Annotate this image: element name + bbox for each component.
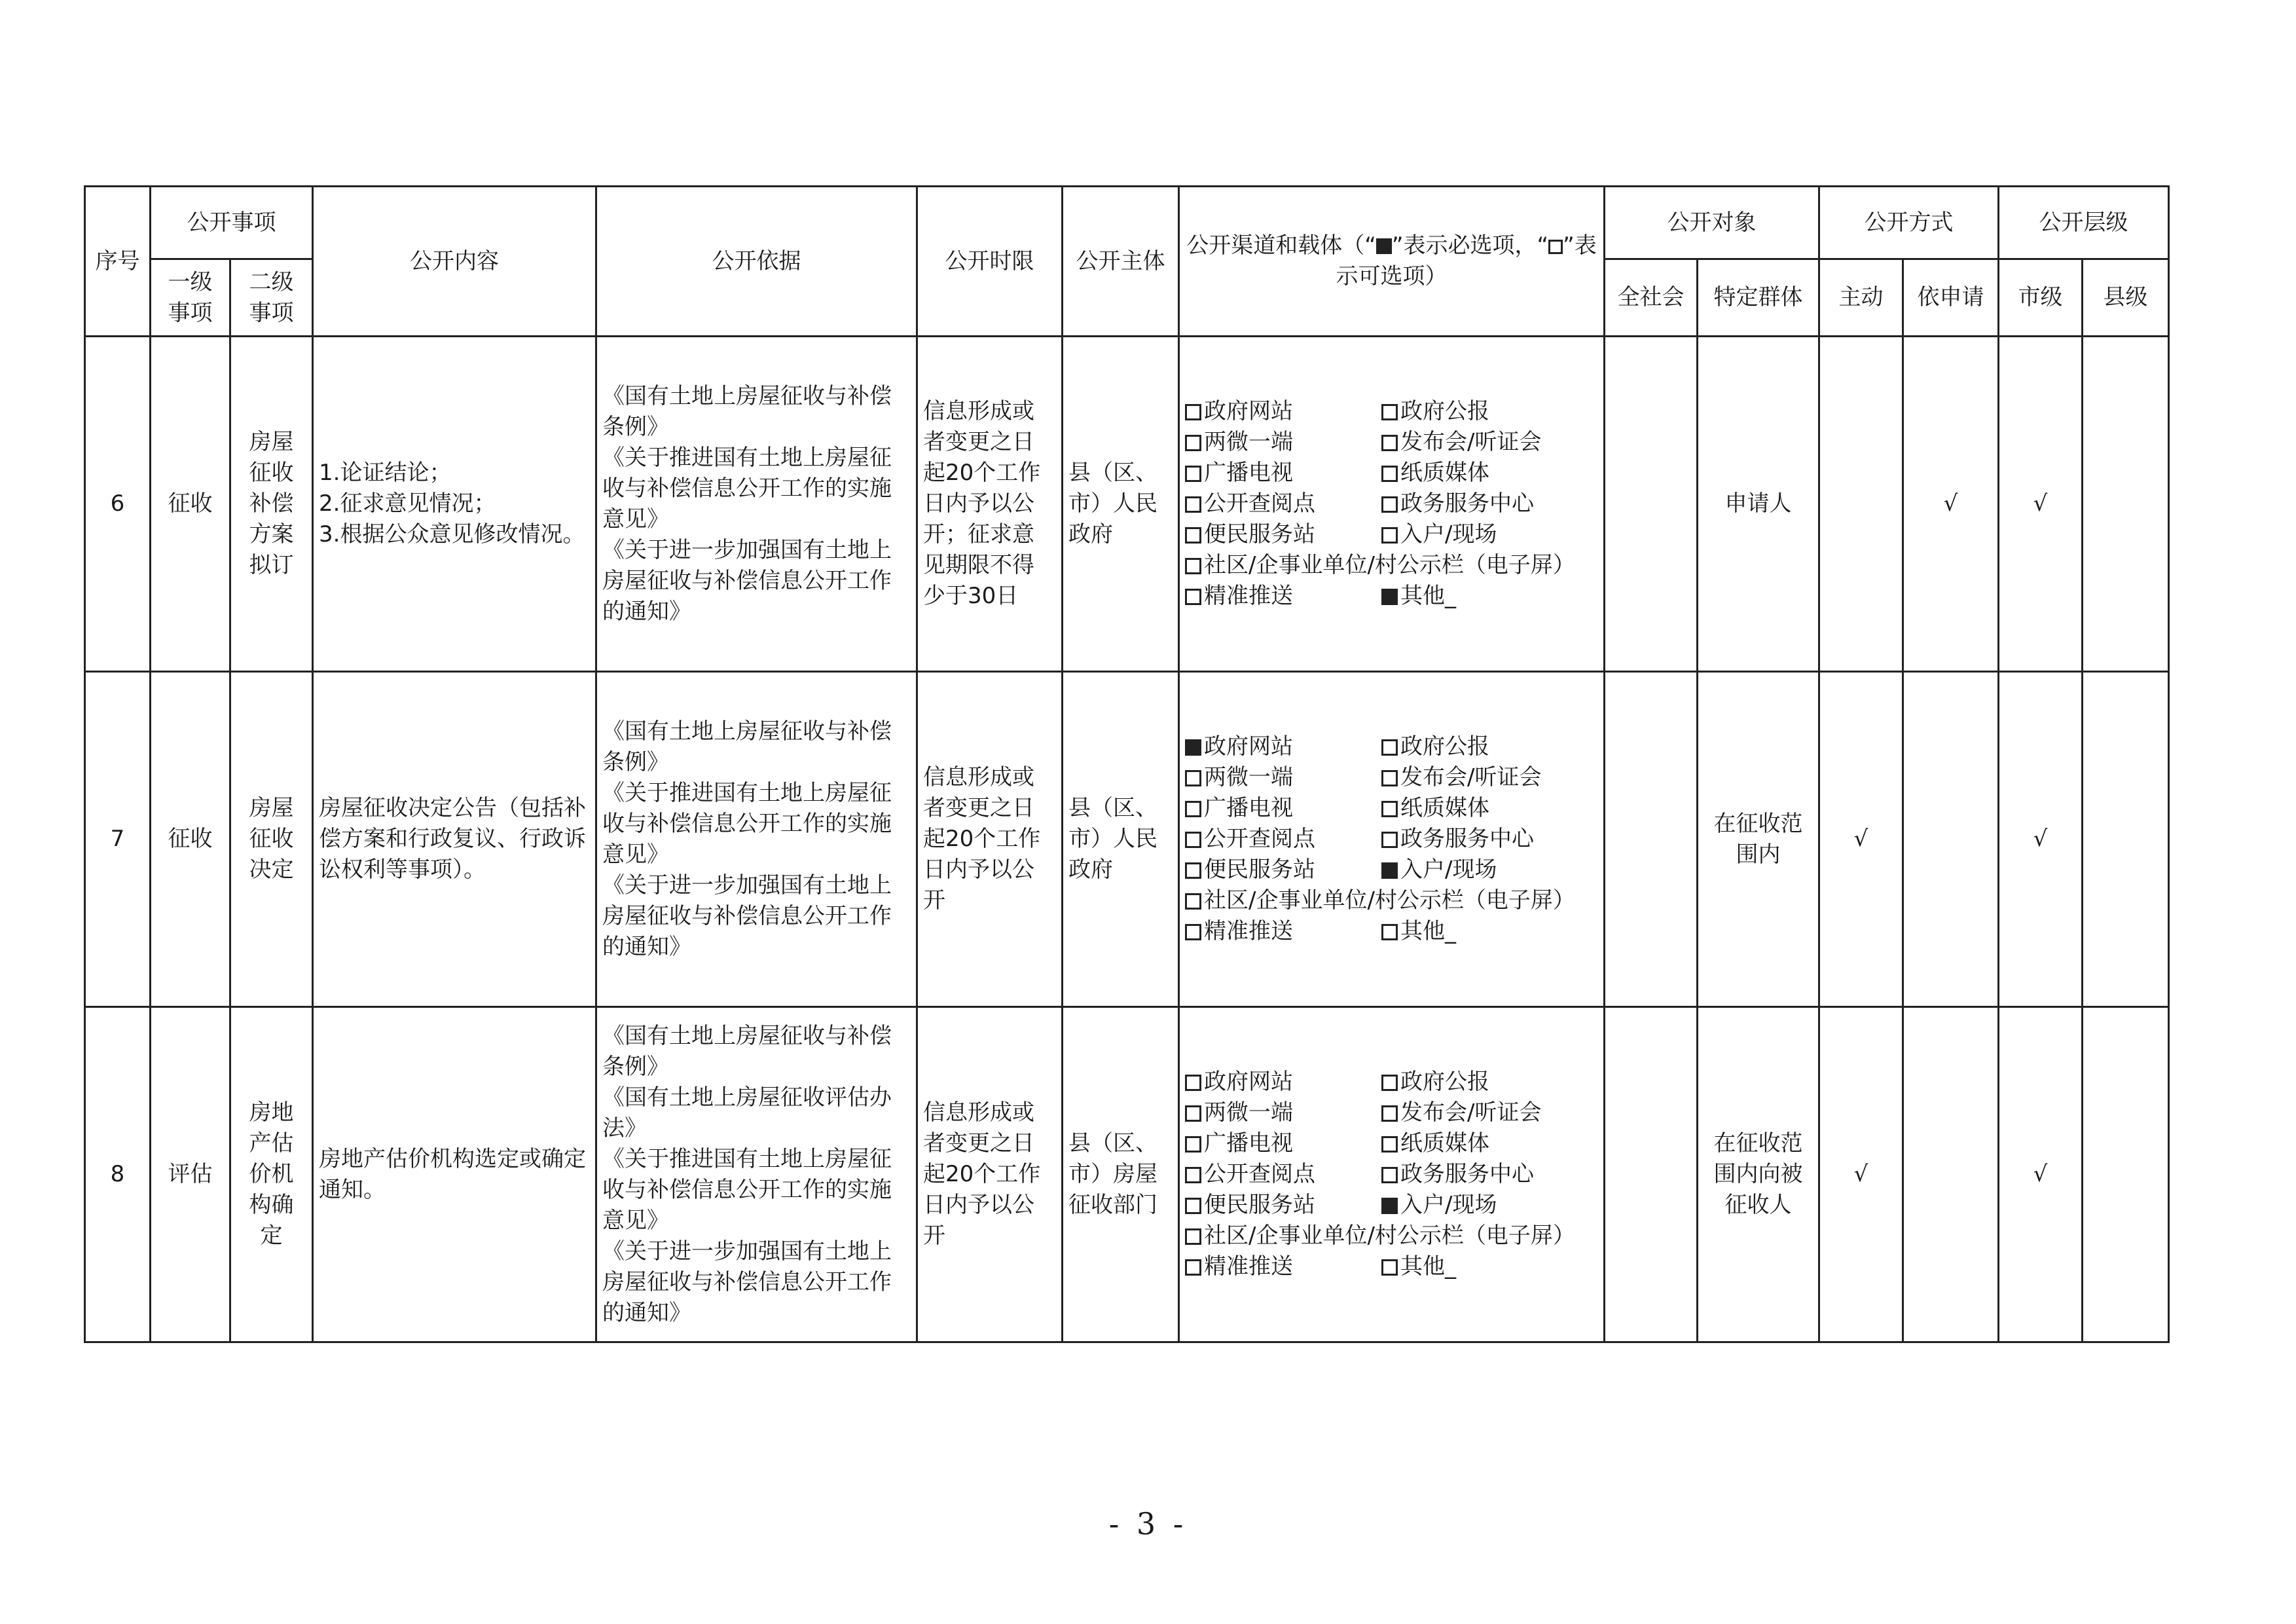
row-level1: 征收 (151, 337, 230, 672)
channel-grid (1185, 731, 1598, 947)
unchecked-box-icon (1381, 1105, 1398, 1122)
channel-option (1185, 916, 1381, 947)
channel-label: 入户/现场 (1400, 857, 1497, 883)
content-item: 房地产估价机构选定或确定通知。 (319, 1145, 586, 1203)
channel-label: 广播电视 (1204, 795, 1293, 821)
row-level1: 评估 (151, 1007, 230, 1342)
row-method-request (1903, 1007, 1999, 1342)
row-method-active: √ (1819, 1007, 1903, 1342)
header-method-active: 主动 (1819, 259, 1903, 337)
row-target-all (1605, 1007, 1698, 1342)
channel-option (1185, 885, 1598, 916)
row-method-request: √ (1903, 337, 1999, 672)
channel-option (1381, 762, 1598, 793)
table-row (85, 337, 2169, 672)
content-item: 房屋征收决定公告（包括补偿方案和行政复议、行政诉讼权利等事项）。 (319, 795, 586, 883)
channel-option (1185, 458, 1381, 489)
channel-label: 发布会/听证会 (1400, 764, 1542, 790)
unchecked-box-icon (1185, 893, 1201, 910)
channel-label: 纸质媒体 (1400, 795, 1489, 821)
header-level-city: 市级 (1999, 259, 2083, 337)
channel-option (1381, 731, 1598, 762)
channel-option (1381, 855, 1598, 885)
unchecked-box-icon (1185, 1198, 1201, 1214)
content-item: 2.征求意见情况； (319, 490, 496, 517)
unchecked-box-icon (1185, 924, 1201, 940)
channel-label: 纸质媒体 (1400, 1130, 1489, 1156)
unchecked-box-icon (1381, 924, 1398, 940)
row-content (313, 1007, 596, 1342)
unchecked-box-icon (1185, 404, 1201, 420)
disclosure-table (84, 185, 2170, 1343)
channel-option (1185, 581, 1381, 612)
header-content: 公开内容 (313, 187, 596, 337)
content-list (319, 458, 590, 550)
channel-label: 公开查阅点 (1204, 826, 1315, 852)
header-level: 公开层级 (1999, 187, 2169, 259)
channel-option (1381, 519, 1598, 550)
channel-option (1381, 1159, 1598, 1190)
header-target-all: 全社会 (1605, 259, 1698, 337)
channel-label: 政务服务中心 (1400, 490, 1534, 517)
channel-option (1381, 489, 1598, 519)
row-seq: 6 (85, 337, 151, 672)
channel-label: 公开查阅点 (1204, 1161, 1315, 1187)
channel-label: 政务服务中心 (1400, 826, 1534, 852)
table-row (85, 1007, 2169, 1342)
channel-label: 政府网站 (1204, 1069, 1293, 1095)
checked-box-icon (1185, 739, 1201, 756)
channel-option (1185, 550, 1598, 581)
page-number: - 3 - (1108, 1506, 1188, 1541)
content-item: 1.论证结论； (319, 460, 452, 486)
channel-option (1185, 731, 1381, 762)
channel-label: 政府公报 (1400, 1069, 1489, 1095)
unchecked-box-icon (1185, 1136, 1201, 1153)
row-channels (1179, 1007, 1605, 1342)
channel-label: 便民服务站 (1204, 1192, 1315, 1218)
channel-option (1185, 1221, 1598, 1251)
unchecked-box-icon (1381, 1136, 1398, 1153)
channel-label: 政府公报 (1400, 398, 1489, 424)
channel-label: 精准推送 (1204, 1253, 1293, 1280)
channel-option (1185, 824, 1381, 855)
content-list (319, 793, 590, 885)
channel-label: 两微一端 (1204, 764, 1293, 790)
unchecked-box-icon (1185, 1259, 1201, 1276)
channel-label: 便民服务站 (1204, 521, 1315, 547)
unchecked-box-icon (1185, 496, 1201, 513)
row-level-city: √ (1999, 337, 2083, 672)
header-channel (1179, 187, 1605, 337)
unchecked-box-icon (1381, 496, 1398, 513)
unchecked-box-icon (1381, 832, 1398, 848)
content-list (319, 1144, 590, 1206)
channel-option (1185, 519, 1381, 550)
unchecked-box-icon (1185, 862, 1201, 879)
row-target-specific: 申请人 (1698, 337, 1819, 672)
filled-square-icon (1376, 238, 1392, 254)
unchecked-box-icon (1381, 527, 1398, 544)
header-method: 公开方式 (1819, 187, 1999, 259)
channel-label: 其他_ (1400, 583, 1456, 609)
row-time-limit: 信息形成或者变更之日起20个工作日内予以公开 (917, 672, 1063, 1007)
channel-option (1381, 1251, 1598, 1282)
row-method-active (1819, 337, 1903, 672)
row-level-city: √ (1999, 1007, 2083, 1342)
unchecked-box-icon (1185, 801, 1201, 817)
unchecked-box-icon (1185, 527, 1201, 544)
channel-label: 精准推送 (1204, 583, 1293, 609)
row-seq: 8 (85, 1007, 151, 1342)
channel-option (1381, 824, 1598, 855)
row-level-county (2083, 672, 2169, 1007)
channel-option (1381, 1067, 1598, 1098)
channel-label: 纸质媒体 (1400, 460, 1489, 486)
unchecked-box-icon (1185, 1228, 1201, 1245)
row-time-limit: 信息形成或者变更之日起20个工作日内予以公开；征求意见期限不得少于30日 (917, 337, 1063, 672)
row-basis: 《国有土地上房屋征收与补偿条例》 《关于推进国有土地上房屋征收与补偿信息公开工作的实施意见》 《关于进一步加强国有土地上房屋征收与补偿信息公开工作的通知》 (596, 337, 917, 672)
unchecked-box-icon (1381, 770, 1398, 786)
channel-label: 社区/企事业单位/村公示栏（电子屏） (1204, 1223, 1575, 1249)
unchecked-box-icon (1185, 435, 1201, 451)
unchecked-box-icon (1381, 466, 1398, 482)
row-channels (1179, 672, 1605, 1007)
row-level1: 征收 (151, 672, 230, 1007)
header-channel-mid: ”表示必选项，“ (1391, 232, 1549, 259)
channel-option (1185, 1251, 1381, 1282)
channel-option (1185, 762, 1381, 793)
channel-option (1185, 427, 1381, 458)
channel-option (1381, 396, 1598, 427)
row-time-limit: 信息形成或者变更之日起20个工作日内予以公开 (917, 1007, 1063, 1342)
unchecked-box-icon (1185, 832, 1201, 848)
row-level2: 房屋 征收 决定 (230, 672, 313, 1007)
table-body (85, 337, 2169, 1342)
channel-label: 两微一端 (1204, 429, 1293, 455)
content-item: 3.根据公众意见修改情况。 (319, 521, 585, 547)
row-target-specific: 在征收范围内向被征收人 (1698, 1007, 1819, 1342)
channel-option (1185, 1067, 1381, 1098)
channel-option (1381, 916, 1598, 947)
channel-option (1185, 489, 1381, 519)
row-target-all (1605, 672, 1698, 1007)
unchecked-box-icon (1381, 1167, 1398, 1183)
row-channels (1179, 337, 1605, 672)
header-subject: 公开主体 (1063, 187, 1179, 337)
header-seq: 序号 (85, 187, 151, 337)
row-level-county (2083, 1007, 2169, 1342)
channel-label: 政府网站 (1204, 398, 1293, 424)
unchecked-box-icon (1185, 466, 1201, 482)
unchecked-box-icon (1381, 801, 1398, 817)
channel-option (1381, 427, 1598, 458)
unchecked-box-icon (1185, 558, 1201, 574)
channel-label: 社区/企事业单位/村公示栏（电子屏） (1204, 887, 1575, 913)
channel-label: 发布会/听证会 (1400, 429, 1542, 455)
channel-label: 政府公报 (1400, 733, 1489, 760)
channel-label: 广播电视 (1204, 460, 1293, 486)
row-target-all (1605, 337, 1698, 672)
unchecked-box-icon (1381, 739, 1398, 756)
unchecked-box-icon (1185, 589, 1201, 605)
row-content (313, 672, 596, 1007)
header-target: 公开对象 (1605, 187, 1819, 259)
row-basis: 《国有土地上房屋征收与补偿条例》 《关于推进国有土地上房屋征收与补偿信息公开工作的实施意见》 《关于进一步加强国有土地上房屋征收与补偿信息公开工作的通知》 (596, 672, 917, 1007)
unchecked-box-icon (1381, 435, 1398, 451)
channel-option (1381, 793, 1598, 824)
channel-label: 两微一端 (1204, 1099, 1293, 1126)
row-subject: 县（区、市）人民政府 (1063, 672, 1179, 1007)
channel-option (1185, 793, 1381, 824)
unchecked-box-icon (1381, 1075, 1398, 1091)
row-content (313, 337, 596, 672)
channel-grid (1185, 1067, 1598, 1282)
unchecked-box-icon (1185, 1075, 1201, 1091)
channel-label: 公开查阅点 (1204, 490, 1315, 517)
channel-option (1381, 1098, 1598, 1128)
unchecked-box-icon (1185, 770, 1201, 786)
channel-option (1381, 458, 1598, 489)
channel-option (1185, 1159, 1381, 1190)
unchecked-box-icon (1381, 1259, 1398, 1276)
channel-label: 精准推送 (1204, 918, 1293, 944)
channel-label: 入户/现场 (1400, 521, 1497, 547)
row-method-request (1903, 672, 1999, 1007)
channel-option (1185, 396, 1381, 427)
channel-option (1185, 855, 1381, 885)
channel-option (1185, 1098, 1381, 1128)
channel-label: 广播电视 (1204, 1130, 1293, 1156)
unchecked-box-icon (1185, 1167, 1201, 1183)
header-level-county: 县级 (2083, 259, 2169, 337)
header-basis: 公开依据 (596, 187, 917, 337)
row-target-specific: 在征收范围内 (1698, 672, 1819, 1007)
row-level2: 房屋 征收 补偿 方案 拟订 (230, 337, 313, 672)
header-level1: 一级 事项 (151, 259, 230, 337)
checked-box-icon (1381, 589, 1398, 605)
channel-label: 入户/现场 (1400, 1192, 1497, 1218)
row-level-county (2083, 337, 2169, 672)
checked-box-icon (1381, 862, 1398, 879)
channel-option (1381, 1128, 1598, 1159)
channel-option (1185, 1190, 1381, 1221)
checked-box-icon (1381, 1198, 1398, 1214)
channel-grid (1185, 396, 1598, 612)
unchecked-box-icon (1185, 1105, 1201, 1122)
channel-option (1381, 1190, 1598, 1221)
channel-option (1185, 1128, 1381, 1159)
header-items: 公开事项 (151, 187, 313, 259)
channel-label: 政务服务中心 (1400, 1161, 1534, 1187)
header-time-limit: 公开时限 (917, 187, 1063, 337)
row-subject: 县（区、市）房屋征收部门 (1063, 1007, 1179, 1342)
channel-label: 便民服务站 (1204, 857, 1315, 883)
header-level2: 二级 事项 (230, 259, 313, 337)
channel-label: 其他_ (1400, 918, 1456, 944)
channel-label: 政府网站 (1204, 733, 1293, 760)
empty-square-icon (1548, 240, 1563, 254)
row-seq: 7 (85, 672, 151, 1007)
unchecked-box-icon (1381, 404, 1398, 420)
table-row (85, 672, 2169, 1007)
row-subject: 县（区、市）人民政府 (1063, 337, 1179, 672)
header-method-request: 依申请 (1903, 259, 1999, 337)
channel-label: 其他_ (1400, 1253, 1456, 1280)
row-basis: 《国有土地上房屋征收与补偿条例》 《国有土地上房屋征收评估办法》 《关于推进国有土地上房屋征收与补偿信息公开工作的实施意见》 《关于进一步加强国有土地上房屋征收与补偿信息公开工作的通知》 (596, 1007, 917, 1342)
channel-label: 发布会/听证会 (1400, 1099, 1542, 1126)
channel-label: 社区/企事业单位/村公示栏（电子屏） (1204, 552, 1575, 578)
row-level2: 房地 产估 价机 构确 定 (230, 1007, 313, 1342)
header-channel-prefix: 公开渠道和载体（“ (1186, 232, 1376, 259)
header-target-specific: 特定群体 (1698, 259, 1819, 337)
channel-option (1381, 581, 1598, 612)
row-level-city: √ (1999, 672, 2083, 1007)
row-method-active: √ (1819, 672, 1903, 1007)
header-channel-suffix: ”表示可选项） (1336, 232, 1597, 289)
